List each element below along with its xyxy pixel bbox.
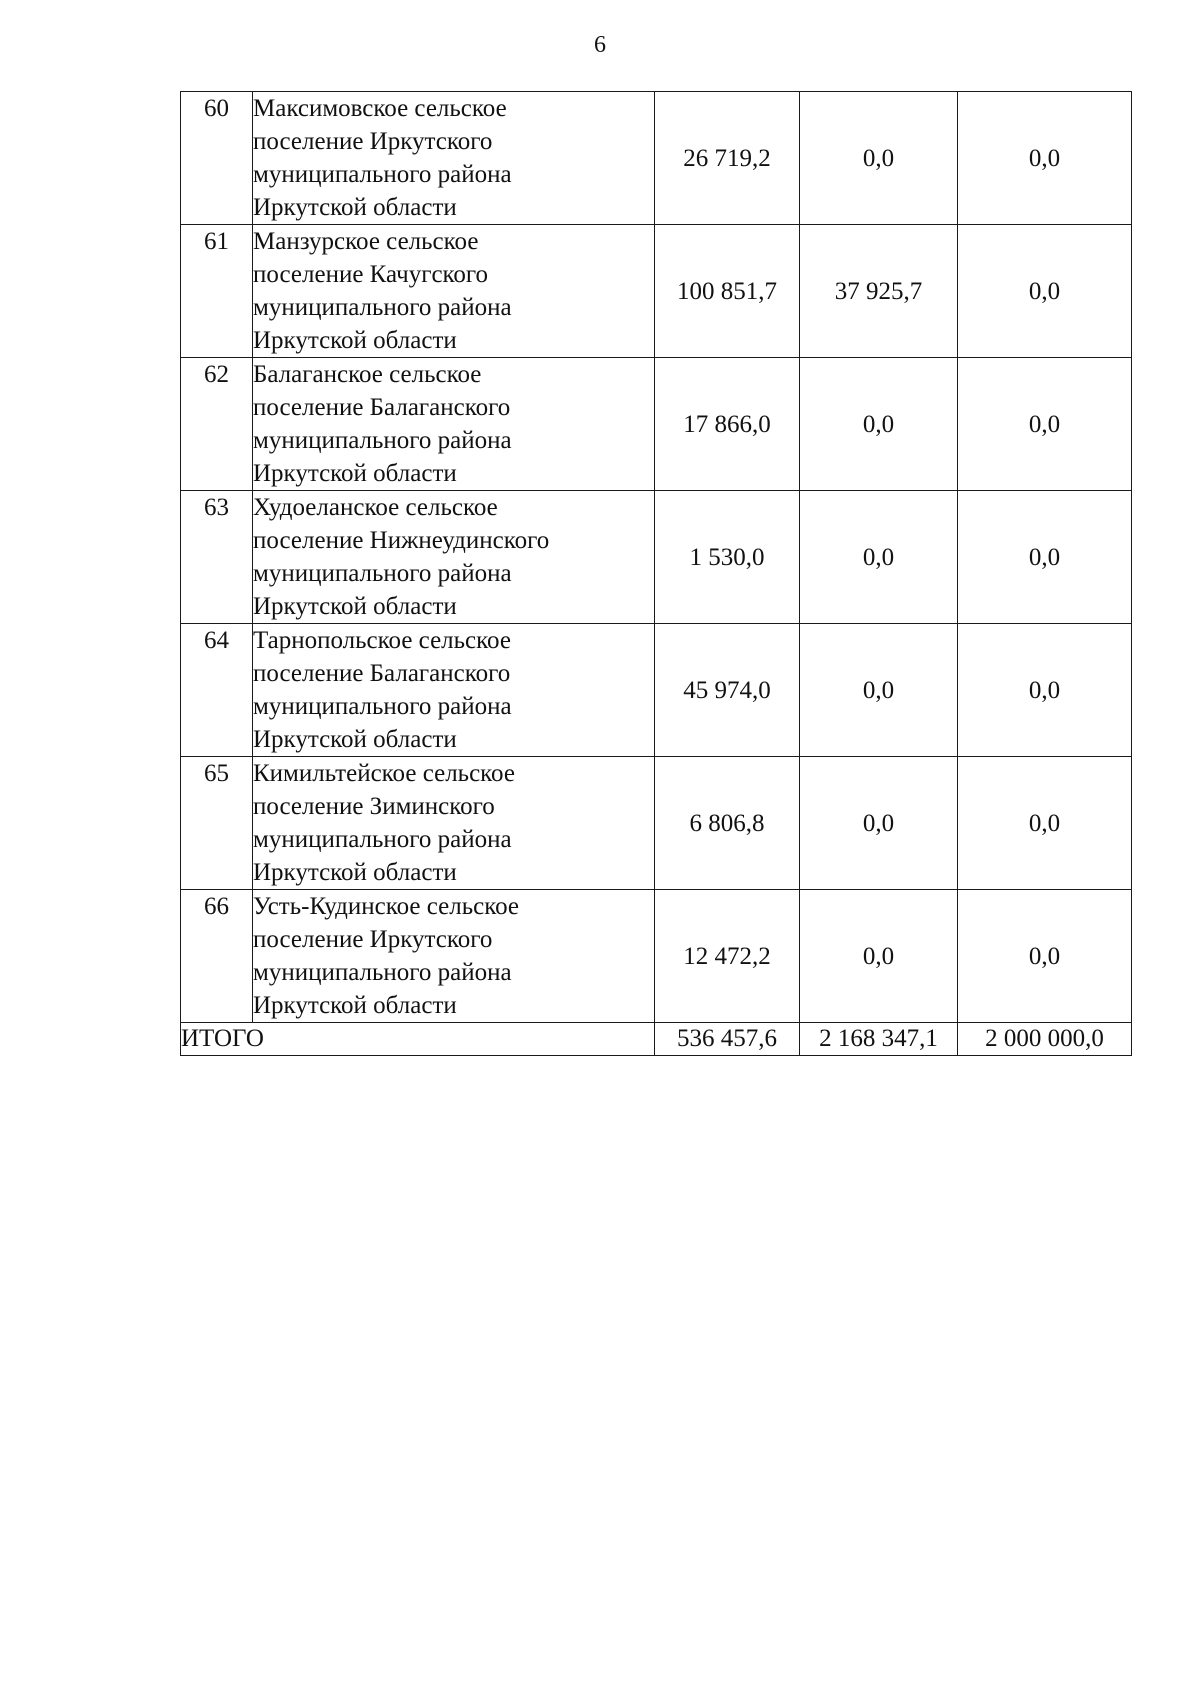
name-line: муниципального района (253, 427, 512, 454)
table-row (181, 757, 1132, 890)
row-number: 60 (181, 92, 253, 225)
table-row (181, 92, 1132, 225)
total-value-col-3: 2 000 000,0 (958, 1023, 1132, 1056)
value-col-2: 0,0 (800, 890, 958, 1023)
name-line: Тарнопольское сельское (253, 627, 511, 654)
name-line: Иркутской области (253, 460, 457, 487)
name-line: муниципального района (253, 294, 512, 321)
value-col-3: 0,0 (958, 624, 1132, 757)
value-col-1: 6 806,8 (655, 757, 800, 890)
settlement-name (253, 757, 655, 890)
value-col-1: 12 472,2 (655, 890, 800, 1023)
total-label: ИТОГО (181, 1023, 655, 1056)
name-line: поселение Нижнеудинского (253, 527, 550, 554)
name-line: Кимильтейское сельское (253, 760, 515, 787)
name-line: Иркутской области (253, 726, 457, 753)
value-col-1: 26 719,2 (655, 92, 800, 225)
name-line: муниципального района (253, 826, 512, 853)
table-row (181, 624, 1132, 757)
value-col-2: 0,0 (800, 358, 958, 491)
value-col-2: 0,0 (800, 92, 958, 225)
name-line: Балаганское сельское (253, 361, 482, 388)
table-row (181, 491, 1132, 624)
row-number: 62 (181, 358, 253, 491)
row-number: 63 (181, 491, 253, 624)
value-col-3: 0,0 (958, 358, 1132, 491)
value-col-1: 45 974,0 (655, 624, 800, 757)
value-col-3: 0,0 (958, 757, 1132, 890)
settlement-name (253, 491, 655, 624)
row-number: 64 (181, 624, 253, 757)
page-number: 6 (594, 32, 606, 58)
name-line: Максимовское сельское (253, 95, 507, 122)
name-line: поселение Балаганского (253, 660, 511, 687)
value-col-1: 100 851,7 (655, 225, 800, 358)
table-row (181, 890, 1132, 1023)
total-value-col-1: 536 457,6 (655, 1023, 800, 1056)
settlement-name (253, 624, 655, 757)
name-line: Худоеланское сельское (253, 494, 498, 521)
name-line: Иркутской области (253, 859, 457, 886)
name-line: Иркутской области (253, 194, 457, 221)
name-line: поселение Качугского (253, 261, 489, 288)
table-row (181, 225, 1132, 358)
settlement-name (253, 890, 655, 1023)
name-line: поселение Иркутского (253, 128, 493, 155)
settlements-table (180, 91, 1132, 1056)
name-line: поселение Балаганского (253, 394, 511, 421)
name-line: поселение Иркутского (253, 926, 493, 953)
settlement-name (253, 92, 655, 225)
settlement-name (253, 358, 655, 491)
value-col-2: 0,0 (800, 624, 958, 757)
value-col-2: 0,0 (800, 757, 958, 890)
value-col-1: 17 866,0 (655, 358, 800, 491)
value-col-2: 37 925,7 (800, 225, 958, 358)
name-line: Усть-Кудинское сельское (253, 893, 520, 920)
settlement-name (253, 225, 655, 358)
value-col-1: 1 530,0 (655, 491, 800, 624)
row-number: 66 (181, 890, 253, 1023)
name-line: муниципального района (253, 161, 512, 188)
value-col-3: 0,0 (958, 92, 1132, 225)
name-line: Иркутской области (253, 992, 457, 1019)
value-col-2: 0,0 (800, 491, 958, 624)
name-line: муниципального района (253, 959, 512, 986)
value-col-3: 0,0 (958, 491, 1132, 624)
name-line: Иркутской области (253, 327, 457, 354)
value-col-3: 0,0 (958, 225, 1132, 358)
row-number: 65 (181, 757, 253, 890)
total-row (181, 1023, 1132, 1056)
name-line: муниципального района (253, 560, 512, 587)
row-number: 61 (181, 225, 253, 358)
name-line: Иркутской области (253, 593, 457, 620)
value-col-3: 0,0 (958, 890, 1132, 1023)
name-line: муниципального района (253, 693, 512, 720)
name-line: поселение Зиминского (253, 793, 495, 820)
total-value-col-2: 2 168 347,1 (800, 1023, 958, 1056)
name-line: Манзурское сельское (253, 228, 479, 255)
table-row (181, 358, 1132, 491)
